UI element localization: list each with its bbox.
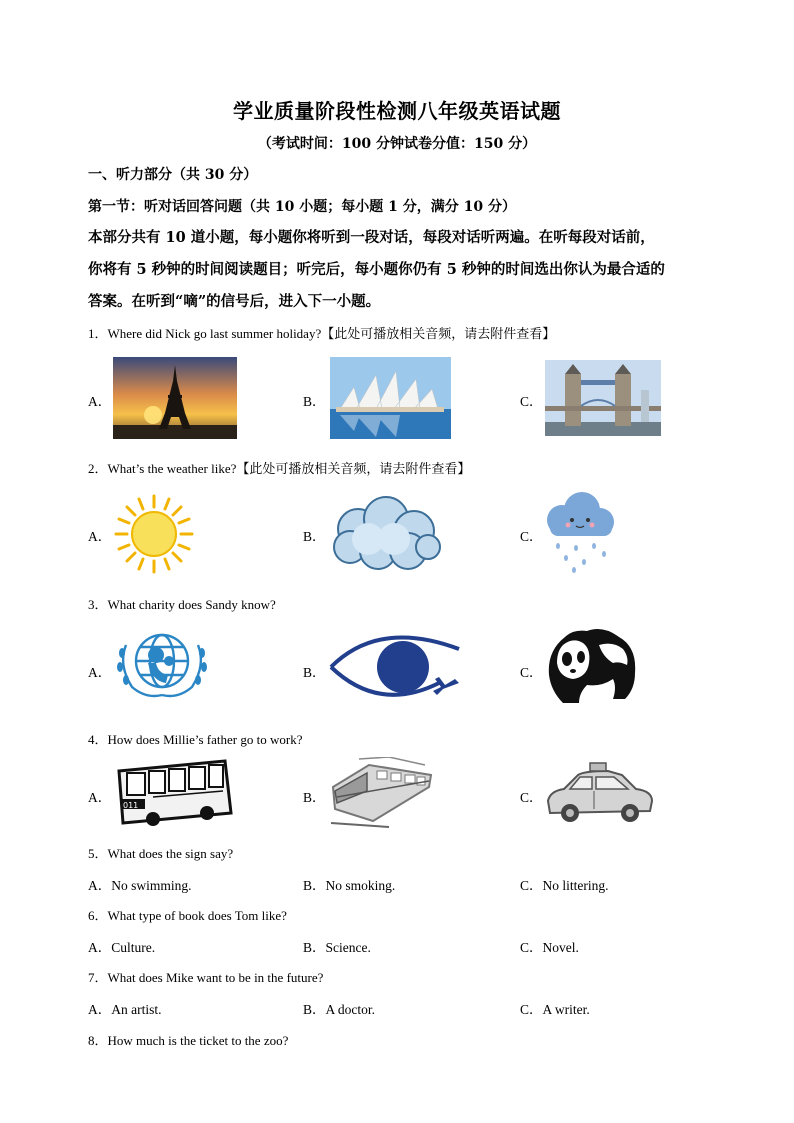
instructions — [88, 222, 713, 318]
option-letter: A． — [88, 1002, 112, 1017]
option-letter: C． — [520, 878, 543, 893]
option-b — [303, 874, 395, 894]
option-letter: C． — [520, 1002, 543, 1017]
question-2: 2．What’s the weather like?【此处可播放相关音频，请去附件查看】 — [88, 461, 471, 476]
option-c — [520, 936, 579, 956]
option-text: No littering. — [542, 878, 609, 893]
rain-cloud-icon — [544, 490, 616, 576]
page-title: 学业质量阶段性检测八年级英语试题 — [233, 99, 561, 123]
cloud-icon — [328, 493, 442, 575]
bus-icon — [113, 757, 235, 829]
instruction-line: 你将有 5 秒钟的时间阅读题目；听完后，每小题你仍有 5 秒钟的时间选出你认为最合适的 — [88, 261, 665, 278]
cloud-icon[interactable] — [328, 493, 442, 575]
taxi-icon[interactable] — [544, 761, 656, 827]
option-letter: A． — [88, 529, 112, 544]
option-text: Culture. — [111, 940, 156, 955]
section-heading: 一、听力部分（共 30 分） — [88, 167, 258, 183]
option-letter: C． — [520, 529, 543, 544]
option-letter: B． — [303, 1002, 326, 1017]
train-icon[interactable] — [329, 757, 433, 829]
option-text: Novel. — [542, 940, 579, 955]
sun-icon — [113, 493, 195, 575]
option-letter: A． — [88, 940, 112, 955]
option-a — [88, 998, 162, 1018]
orbis-logo — [329, 627, 465, 701]
option-a — [88, 874, 192, 894]
orbis-logo[interactable] — [329, 627, 465, 701]
sun-icon[interactable] — [113, 493, 195, 575]
wwf-panda-logo — [543, 627, 643, 705]
option-text: No smoking. — [325, 878, 396, 893]
question-4: 4．How does Millie’s father go to work? — [88, 732, 303, 747]
option-a — [88, 936, 155, 956]
question-8: 8．How much is the ticket to the zoo? — [88, 1033, 289, 1048]
option-letter: B． — [303, 394, 326, 409]
option-text: Science. — [325, 940, 371, 955]
option-letter: A． — [88, 790, 112, 805]
option-letter: A． — [88, 878, 112, 893]
tower-bridge-london-photo[interactable] — [545, 360, 661, 436]
rain-cloud-icon[interactable] — [544, 490, 616, 576]
unicef-logo — [112, 625, 212, 701]
option-text: No swimming. — [111, 878, 192, 893]
option-c — [520, 998, 590, 1018]
option-c — [520, 874, 609, 894]
wwf-panda-logo[interactable] — [543, 627, 643, 705]
option-text: An artist. — [111, 1002, 162, 1017]
exam-info: （考试时间：100 分钟试卷分值：150 分） — [257, 136, 537, 152]
option-b — [303, 998, 375, 1018]
option-letter: C． — [520, 665, 543, 680]
train-icon — [329, 757, 433, 829]
taxi-icon — [544, 761, 656, 827]
option-letter: C． — [520, 394, 543, 409]
tower-bridge-london-photo — [545, 360, 661, 436]
option-letter: B． — [303, 878, 326, 893]
question-5: 5．What does the sign say? — [88, 846, 234, 861]
instruction-line: 答案。在听到“嘀”的信号后，进入下一小题。 — [88, 293, 381, 310]
option-letter: B． — [303, 529, 326, 544]
option-letter: B． — [303, 665, 326, 680]
option-text: A writer. — [542, 1002, 590, 1017]
option-text: A doctor. — [325, 1002, 376, 1017]
eiffel-tower-sunset-photo — [113, 357, 237, 439]
option-letter: A． — [88, 394, 112, 409]
question-1: 1．Where did Nick go last summer holiday?【此处可播放相关音频，请去附件查看】 — [88, 326, 556, 341]
sydney-opera-house-photo[interactable] — [330, 357, 451, 439]
eiffel-tower-sunset-photo[interactable] — [113, 357, 237, 439]
question-3: 3．What charity does Sandy know? — [88, 597, 276, 612]
option-letter: B． — [303, 940, 326, 955]
question-7: 7．What does Mike want to be in the future? — [88, 970, 324, 985]
option-letter: A． — [88, 665, 112, 680]
option-b — [303, 936, 371, 956]
unicef-logo[interactable] — [112, 625, 212, 701]
option-letter: C． — [520, 790, 543, 805]
part-heading: 第一节：听对话回答问题（共 10 小题；每小题 1 分，满分 10 分） — [88, 199, 516, 215]
sydney-opera-house-photo — [330, 357, 451, 439]
instruction-line: 本部分共有 10 道小题，每小题你将听到一段对话，每段对话听两遍。在听每段对话前， — [88, 229, 655, 246]
question-6: 6．What type of book does Tom like? — [88, 908, 287, 923]
option-letter: C． — [520, 940, 543, 955]
bus-icon[interactable] — [113, 757, 235, 829]
option-letter: B． — [303, 790, 326, 805]
svg-text:011: 011 — [123, 801, 139, 810]
